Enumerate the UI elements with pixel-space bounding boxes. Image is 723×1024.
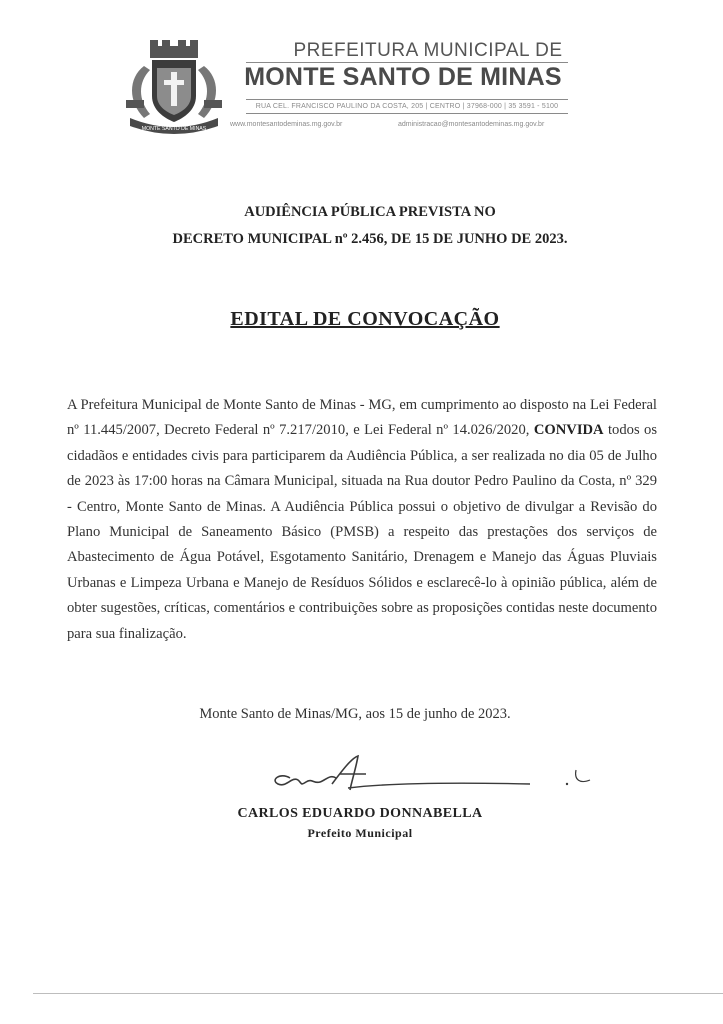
- header-line-1: AUDIÊNCIA PÚBLICA PREVISTA NO: [244, 204, 496, 220]
- letterhead-address: RUA CEL. FRANCISCO PAULINO DA COSTA, 205 | CENTRO | 37968-000 | 35 3591 - 5100: [255, 103, 559, 110]
- letterhead-pre-title: PREFEITURA MUNICIPAL DE: [293, 40, 563, 61]
- letterhead-divider: [246, 99, 568, 100]
- signer-role: Prefeito Municipal: [307, 826, 413, 840]
- document-title: EDITAL DE CONVOCAÇÃO: [230, 308, 500, 330]
- page-bottom-edge: [33, 993, 723, 994]
- handwritten-signature: [240, 750, 600, 810]
- body-rest: todos os cidadãos e entidades civis para participarem da Audiência Pública, a ser realizada no dia 05 de Julho de 2023 às 17:00 horas na Câmara Municipal, situada na Rua doutor Pedro Paulino da Costa, nº 329 - Centro, Monte Santo de Minas. A Audiência Pública possui o objetivo de divulgar a Revisão do Plano Municipal de Saneamento Básico (PMSB) a respeito das prestações dos serviços de Abastecimento de Água Potável, Esgotamento Sanitário, Drenagem e Manejo das Águas Pluviais Urbanas e Limpeza Urbana e Manejo de Resíduos Sólidos e esclarecê-lo à opinião pública, além de obter sugestões, críticas, comentários e contribuições sobre as proposições contidas neste documento para sua finalização.: [67, 422, 658, 642]
- header-line-2: DECRETO MUNICIPAL nº 2.456, DE 15 DE JUNHO DE 2023.: [172, 231, 568, 247]
- date-line: Monte Santo de Minas/MG, aos 15 de junho de 2023.: [199, 706, 511, 722]
- signer-name: CARLOS EDUARDO DONNABELLA: [237, 806, 483, 821]
- letterhead-divider: [246, 113, 568, 114]
- body-paragraph: [67, 393, 657, 647]
- svg-text:MONTE SANTO DE MINAS: MONTE SANTO DE MINAS: [141, 126, 207, 132]
- municipal-crest-logo: [122, 38, 226, 134]
- letterhead-website: www.montesantodeminas.mg.gov.br: [230, 121, 343, 128]
- body-intro: A Prefeitura Municipal de Monte Santo de Minas - MG, em cumprimento ao disposto na Lei Federal nº 11.445/2007, Decreto Federal nº 7.217/2010, e Lei Federal nº 14.026/2020,: [67, 397, 657, 439]
- letterhead-email: administracao@montesantodeminas.mg.gov.br: [398, 121, 545, 128]
- body-keyword: CONVIDA: [533, 422, 604, 439]
- letterhead-city-name: MONTE SANTO DE MINAS: [244, 63, 562, 91]
